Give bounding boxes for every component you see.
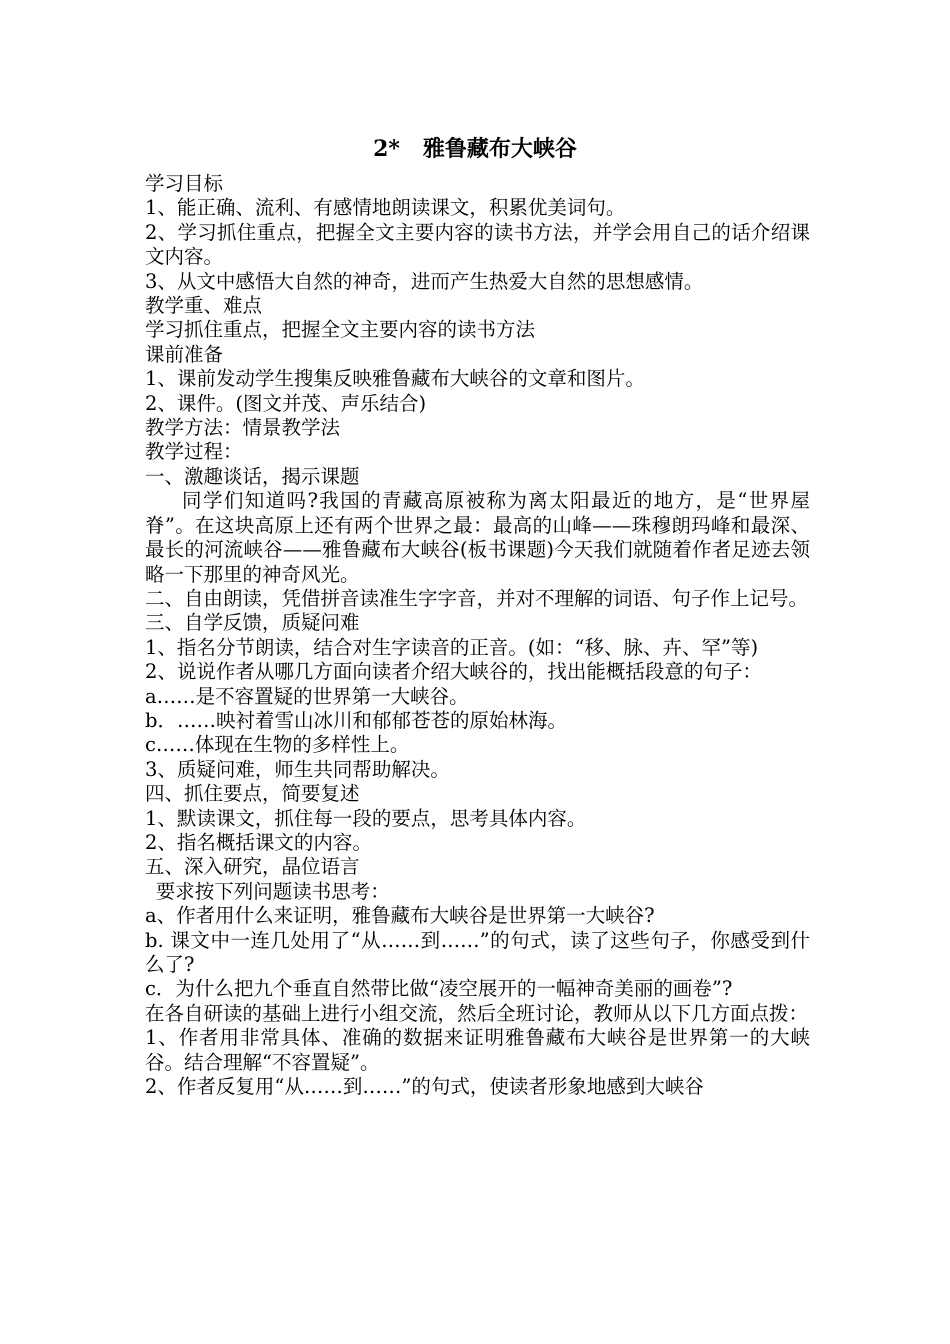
- preparation-item-1: 1、课前发动学生搜集反映雅鲁藏布大峡谷的文章和图片。: [145, 367, 645, 391]
- section-5-question-c: c．为什么把九个垂直自然带比做“凌空展开的一幅神奇美丽的画卷”?: [145, 977, 733, 1001]
- section-3-item-3: 3、质疑问难，师生共同帮助解决。: [145, 757, 450, 781]
- section-4-heading: 四、抓住要点，简要复述: [145, 782, 360, 806]
- section-3-item-2: 2、说说作者从哪几方面向读者介绍大峡谷的，找出能概括段意的句子：: [145, 660, 762, 684]
- heading-learning-goals: 学习目标: [145, 172, 224, 195]
- teaching-method: 教学方法：情景教学法: [145, 416, 341, 440]
- section-1-paragraph: 同学们知道吗?我国的青藏高原被称为离太阳最近的地方，是“世界屋脊”。在这块高原上还有两个世界之最：最高的山峰——珠穆朗玛峰和最深、最长的河流峡谷——雅鲁藏布大峡谷(板书课题)今天我们就随着作者足迹去领略一下那里的神奇风光。: [145, 489, 810, 586]
- section-4-item-1: 1、默读课文，抓住每一段的要点，思考具体内容。: [145, 806, 587, 830]
- section-5-heading: 五、深入研究，晶位语言: [145, 855, 360, 879]
- section-5-instruction: 要求按下列问题读书思考：: [155, 879, 390, 903]
- section-3-sentence-b: b．……映衬着雪山冰川和郁郁苍苍的原始林海。: [145, 708, 567, 732]
- key-points-text: 学习抓住重点，把握全文主要内容的读书方法: [145, 318, 536, 342]
- heading-teaching-process: 教学过程：: [145, 440, 243, 464]
- section-5-point-2: 2、作者反复用“从……到……”的句式，使读者形象地感到大峡谷: [145, 1075, 704, 1099]
- heading-preparation: 课前准备: [145, 342, 224, 366]
- section-4-item-2: 2、指名概括课文的内容。: [145, 830, 372, 854]
- section-2-heading: 二、自由朗读，凭借拼音读准生字字音，并对不理解的词语、句子作上记号。: [145, 586, 809, 610]
- goal-item-1: 1、能正确、流利、有感情地朗读课文，积累优美词句。: [145, 196, 626, 220]
- document-body: [145, 172, 810, 1099]
- document-title: 2* 雅鲁藏布大峡谷: [373, 136, 577, 162]
- goal-item-2: 2、学习抓住重点，把握全文主要内容的读书方法，并学会用自己的话介绍课文内容。: [145, 220, 810, 269]
- section-5-question-a: a、作者用什么来证明，雅鲁藏布大峡谷是世界第一大峡谷?: [145, 904, 655, 928]
- section-3-item-1: 1、指名分节朗读，结合对生字读音的正音。(如：“移、脉、卉、罕”等): [145, 635, 759, 659]
- section-1-heading: 一、激趣谈话，揭示课题: [145, 464, 360, 488]
- section-5-point-1: 1、作者用非常具体、准确的数据来证明雅鲁藏布大峡谷是世界第一的大峡谷。结合理解“不容置疑”。: [145, 1026, 810, 1074]
- goal-item-3: 3、从文中感悟大自然的神奇，进而产生热爱大自然的思想感情。: [145, 269, 704, 293]
- preparation-item-2: 2、课件。(图文并茂、声乐结合): [145, 391, 427, 415]
- section-5-discussion: 在各自研读的基础上进行小组交流，然后全班讨论，教师从以下几方面点拨：: [145, 1001, 809, 1025]
- section-3-heading: 三、自学反馈，质疑问难: [145, 611, 360, 635]
- section-5-question-b: b. 课文中一连几处用了“从……到……”的句式，读了这些句子，你感受到什么了?: [145, 928, 810, 976]
- section-3-sentence-c: c……体现在生物的多样性上。: [145, 733, 410, 757]
- section-3-sentence-a: a……是不容置疑的世界第一大峡谷。: [145, 684, 469, 708]
- heading-key-points: 教学重、难点: [145, 294, 263, 318]
